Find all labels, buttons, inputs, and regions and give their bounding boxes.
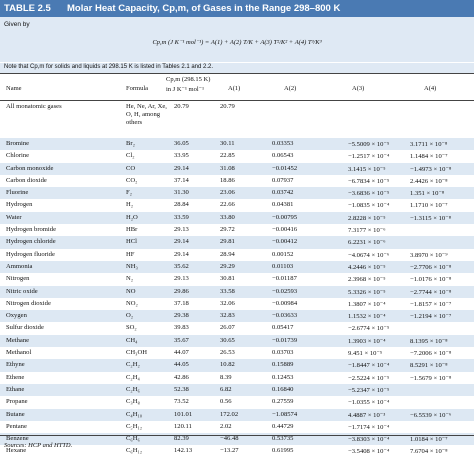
cell-a2: 0.07937 bbox=[272, 176, 294, 184]
cell-a3: −5.2347 × 10⁻⁵ bbox=[348, 386, 390, 394]
cell-formula: C₂H₄ bbox=[126, 373, 140, 381]
table-row bbox=[0, 138, 474, 150]
cell-name: Hydrogen chloride bbox=[6, 238, 56, 246]
cell-cp: 20.79 bbox=[174, 103, 189, 110]
cell-cp: 35.67 bbox=[174, 336, 189, 344]
cell-a1: −46.48 bbox=[220, 435, 239, 443]
table-row bbox=[0, 421, 474, 433]
cell-a1: 26.53 bbox=[220, 349, 235, 357]
cell-cp: 36.05 bbox=[174, 140, 189, 147]
note-text: Note that Cp,m for solids and liquids at 298.15 K is listed in Tables 2.1 and 2.2. bbox=[4, 64, 214, 70]
table-row bbox=[0, 384, 474, 396]
cell-name: Bromine bbox=[6, 140, 30, 147]
cell-a4: −6.5539 × 10⁻⁶ bbox=[410, 411, 452, 419]
cell-a2: 0.05417 bbox=[272, 324, 294, 332]
cell-a3: 5.3326 × 10⁻⁵ bbox=[348, 288, 386, 296]
cell-a4: −1.2194 × 10⁻⁷ bbox=[410, 313, 452, 321]
cell-a2: 0.27559 bbox=[272, 398, 294, 406]
cell-a1: −13.27 bbox=[220, 447, 239, 455]
cell-a3: 7.3177 × 10⁻⁶ bbox=[348, 227, 386, 235]
cell-a2: 0.06543 bbox=[272, 152, 294, 160]
cell-name: Ethyne bbox=[6, 361, 25, 369]
cell-a3: −2.5224 × 10⁻⁵ bbox=[348, 374, 390, 382]
cell-a2: 0.53735 bbox=[272, 435, 294, 443]
cell-a1: 32.83 bbox=[220, 312, 235, 320]
cell-a3: 3.1415 × 10⁻⁵ bbox=[348, 165, 386, 173]
cell-cp: 29.14 bbox=[174, 238, 189, 246]
cell-cp: 142.13 bbox=[174, 447, 193, 455]
cell-a1: 172.02 bbox=[220, 410, 239, 418]
cell-a2: 0.16840 bbox=[272, 385, 294, 393]
cell-a2: 0.03703 bbox=[272, 349, 294, 357]
cell-a3: −1.8447 × 10⁻⁴ bbox=[348, 362, 390, 370]
table-row bbox=[0, 335, 474, 347]
table-row bbox=[0, 187, 474, 199]
cell-name: Nitric oxide bbox=[6, 287, 38, 295]
cell-formula: NH₃ bbox=[126, 262, 138, 270]
cell-formula: O₂ bbox=[126, 312, 134, 320]
table-row bbox=[0, 175, 474, 187]
cell-formula: Br₂ bbox=[126, 140, 135, 147]
cell-a1: 22.66 bbox=[220, 201, 235, 209]
cell-a4: −2.7706 × 10⁻⁸ bbox=[410, 263, 452, 271]
cell-cp: 29.38 bbox=[174, 312, 189, 320]
header-cp-unit: in J K⁻¹ mol⁻¹ bbox=[166, 86, 205, 93]
header-a1: A(1) bbox=[228, 85, 241, 92]
cell-name: Hexane bbox=[6, 447, 27, 455]
table-row bbox=[0, 150, 474, 162]
cell-a2: −0.00412 bbox=[272, 238, 298, 246]
cell-a2: 0.03742 bbox=[272, 189, 294, 197]
cell-cp: 37.14 bbox=[174, 176, 189, 184]
column-header-row bbox=[0, 73, 474, 101]
cell-formula: C₃H₈ bbox=[126, 398, 140, 406]
cell-a4: −7.2006 × 10⁻⁸ bbox=[410, 350, 452, 358]
cell-a4: 7.6704 × 10⁻⁸ bbox=[410, 448, 448, 456]
cell-formula: C₅H₁₂ bbox=[126, 422, 143, 430]
cell-cp: 42.86 bbox=[174, 373, 189, 381]
cell-name: Carbon monoxide bbox=[6, 164, 54, 172]
cell-name: Oxygen bbox=[6, 312, 27, 320]
cell-formula: CH₄ bbox=[126, 336, 138, 344]
table-row bbox=[0, 224, 474, 236]
header-name: Name bbox=[6, 85, 22, 92]
cell-a3: 1.1532 × 10⁻⁴ bbox=[348, 313, 386, 321]
cell-formula: NO bbox=[126, 287, 136, 295]
cell-a2: 0.00152 bbox=[272, 250, 294, 258]
cell-a2: 0.12453 bbox=[272, 373, 294, 381]
cell-a3: 9.451 × 10⁻⁵ bbox=[348, 350, 383, 358]
table-row bbox=[0, 249, 474, 261]
cell-a3: −3.5408 × 10⁻⁴ bbox=[348, 448, 390, 456]
cell-cp: 120.11 bbox=[174, 422, 192, 430]
cell-name: Ammonia bbox=[6, 262, 33, 270]
cell-cp: 35.62 bbox=[174, 262, 189, 270]
header-a4: A(4) bbox=[424, 85, 437, 92]
cell-name: Methane bbox=[6, 336, 30, 344]
header-a3: A(3) bbox=[352, 85, 365, 92]
table-row bbox=[0, 261, 474, 273]
cell-a1: 10.82 bbox=[220, 361, 235, 369]
cell-a4: −1.8157 × 10⁻⁷ bbox=[410, 300, 452, 308]
cell-a2: −0.00795 bbox=[272, 213, 298, 221]
cell-cp: 29.13 bbox=[174, 226, 189, 234]
table-row bbox=[0, 372, 474, 384]
cell-formula: SO₂ bbox=[126, 324, 137, 332]
source-note: Sources: HCP and HTTD. bbox=[4, 442, 73, 449]
table-row bbox=[0, 101, 474, 138]
cell-formula: C₆H₁₂ bbox=[126, 447, 143, 455]
cell-a4: −1.3115 × 10⁻⁸ bbox=[410, 214, 451, 222]
given-label: Given by bbox=[4, 21, 30, 28]
cell-a3: 6.2231 × 10⁻⁶ bbox=[348, 239, 386, 247]
cell-a3: −4.0674 × 10⁻⁶ bbox=[348, 251, 390, 259]
cell-cp: 31.30 bbox=[174, 189, 189, 197]
cell-a3: −3.6836 × 10⁻⁵ bbox=[348, 190, 390, 198]
cell-a4: 1.1484 × 10⁻⁷ bbox=[410, 153, 448, 161]
cell-name: Nitrogen dioxide bbox=[6, 299, 51, 307]
cell-a3: −1.2517 × 10⁻⁴ bbox=[348, 153, 390, 161]
cell-formula: Cl₂ bbox=[126, 152, 135, 160]
cell-a4: 1.351 × 10⁻⁸ bbox=[410, 190, 445, 198]
cell-a3: 4.2446 × 10⁻⁵ bbox=[348, 263, 386, 271]
cell-a1: 31.08 bbox=[220, 164, 235, 172]
bottom-rule bbox=[0, 435, 474, 436]
cell-formula: H₂ bbox=[126, 201, 134, 209]
cell-formula: He, Ne, Ar, Xe, O, H, among others bbox=[126, 103, 167, 126]
cell-a2: −0.01187 bbox=[272, 275, 297, 283]
cell-a4: −2.7744 × 10⁻⁸ bbox=[410, 288, 452, 296]
cell-formula: N₂ bbox=[126, 275, 134, 283]
cell-a3: −1.0835 × 10⁻⁴ bbox=[348, 202, 390, 210]
cell-a4: 2.4426 × 10⁻⁸ bbox=[410, 177, 448, 185]
cell-a3: 4.4887 × 10⁻³ bbox=[348, 411, 386, 419]
cell-cp: 29.13 bbox=[174, 275, 189, 283]
cell-formula: F₂ bbox=[126, 189, 132, 197]
cell-name: Pentane bbox=[6, 422, 27, 430]
table-row bbox=[0, 396, 474, 408]
cell-formula: HF bbox=[126, 250, 135, 258]
cell-name: Propane bbox=[6, 398, 28, 406]
cell-formula: HCl bbox=[126, 238, 137, 246]
cell-a3: −5.5009 × 10⁻⁵ bbox=[348, 141, 390, 148]
cell-a4: 1.0184 × 10⁻⁷ bbox=[410, 436, 448, 444]
cell-cp: 44.07 bbox=[174, 349, 189, 357]
cell-a2: 0.44729 bbox=[272, 422, 294, 430]
table-row bbox=[0, 322, 474, 334]
table-title: Molar Heat Capacity, Cp,m, of Gases in the Range 298–800 K bbox=[67, 3, 341, 14]
cell-cp: 33.95 bbox=[174, 152, 189, 160]
cell-a1: 26.07 bbox=[220, 324, 235, 332]
cell-a1: 33.58 bbox=[220, 287, 235, 295]
cell-formula: H₂O bbox=[126, 213, 138, 221]
cell-a4: 3.8970 × 10⁻⁹ bbox=[410, 251, 448, 259]
cell-a2: 0.15889 bbox=[272, 361, 294, 369]
cell-cp: 37.18 bbox=[174, 299, 189, 307]
table-row bbox=[0, 163, 474, 175]
cell-name: Hydrogen bromide bbox=[6, 226, 56, 234]
table-row bbox=[0, 298, 474, 310]
cell-name: Sulfur dioxide bbox=[6, 324, 44, 332]
data-table bbox=[0, 101, 474, 458]
cell-a2: −1.08574 bbox=[272, 410, 298, 418]
cell-a1: 29.81 bbox=[220, 238, 235, 246]
cell-formula: CO bbox=[126, 164, 136, 172]
table-row bbox=[0, 199, 474, 211]
cell-name: Methanol bbox=[6, 349, 32, 357]
cell-cp: 29.86 bbox=[174, 287, 189, 295]
cell-formula: C₆H₆ bbox=[126, 435, 140, 443]
table-row bbox=[0, 236, 474, 248]
cell-a2: 0.01103 bbox=[272, 262, 294, 270]
cell-a2: −0.02593 bbox=[272, 287, 298, 295]
cell-cp: 52.38 bbox=[174, 385, 189, 393]
cell-name: Fluorine bbox=[6, 189, 29, 197]
table-row bbox=[0, 273, 474, 285]
cell-a1: 0.56 bbox=[220, 398, 232, 406]
header-a2: A(2) bbox=[284, 85, 297, 92]
cell-a3: 1.3903 × 10⁻⁴ bbox=[348, 337, 386, 345]
cell-name: Hydrogen fluoride bbox=[6, 250, 55, 258]
table-row bbox=[0, 347, 474, 359]
cell-a1: 18.86 bbox=[220, 176, 235, 184]
cell-a1: 30.81 bbox=[220, 275, 235, 283]
cell-a1: 23.06 bbox=[220, 189, 235, 197]
table-title-bar bbox=[0, 0, 474, 17]
table-row bbox=[0, 310, 474, 322]
cell-name: Water bbox=[6, 213, 22, 221]
note-box bbox=[0, 63, 474, 73]
cell-a1: 6.82 bbox=[220, 385, 232, 393]
cell-a2: −0.01739 bbox=[272, 336, 298, 344]
cell-a1: 28.94 bbox=[220, 250, 235, 258]
cell-a3: −3.8303 × 10⁻⁴ bbox=[348, 436, 390, 444]
cell-cp: 33.59 bbox=[174, 213, 189, 221]
cell-a4: 1.1710 × 10⁻⁷ bbox=[410, 202, 448, 210]
cell-cp: 101.01 bbox=[174, 410, 193, 418]
cell-cp: 28.84 bbox=[174, 201, 189, 209]
cell-a2: −0.00984 bbox=[272, 299, 298, 307]
cell-a3: 2.3968 × 10⁻⁵ bbox=[348, 276, 386, 284]
table-number: TABLE 2.5 bbox=[4, 3, 51, 14]
cell-cp: 29.14 bbox=[174, 164, 189, 172]
cell-formula: C₂H₂ bbox=[126, 361, 140, 369]
cell-a3: 1.3807 × 10⁻⁴ bbox=[348, 300, 386, 308]
cell-formula: CO₂ bbox=[126, 176, 138, 184]
cell-a1: 30.65 bbox=[220, 336, 235, 344]
cell-formula: NO₂ bbox=[126, 299, 138, 307]
cell-a4: 3.1711 × 10⁻⁸ bbox=[410, 141, 448, 148]
cell-a1: 2.02 bbox=[220, 422, 232, 430]
cell-a3: −6.7834 × 10⁻⁵ bbox=[348, 177, 390, 185]
table-row bbox=[0, 212, 474, 224]
cell-cp: 44.05 bbox=[174, 361, 189, 369]
cell-a4: −1.0176 × 10⁻⁸ bbox=[410, 276, 452, 284]
cell-a3: −1.0355 × 10⁻⁴ bbox=[348, 399, 390, 407]
given-box bbox=[0, 17, 474, 62]
cell-name: Ethane bbox=[6, 385, 25, 393]
cell-a3: 2.8228 × 10⁻⁵ bbox=[348, 214, 386, 222]
cell-formula: CH₃OH bbox=[126, 349, 147, 357]
cell-a2: 0.61995 bbox=[272, 447, 294, 455]
cell-a1: 32.06 bbox=[220, 299, 235, 307]
cell-formula: HBr bbox=[126, 226, 138, 234]
cell-a4: 8.1395 × 10⁻⁸ bbox=[410, 337, 448, 345]
cell-a4: −1.4973 × 10⁻⁸ bbox=[410, 165, 452, 173]
cell-a2: −0.03633 bbox=[272, 312, 298, 320]
cell-name: Carbon dioxide bbox=[6, 176, 47, 184]
cell-formula: C₄H₁₀ bbox=[126, 410, 143, 418]
cell-cp: 73.52 bbox=[174, 398, 189, 406]
cell-name: Chlorine bbox=[6, 152, 30, 160]
cell-name: Butane bbox=[6, 410, 25, 418]
cell-a1: 30.11 bbox=[220, 140, 235, 147]
cell-name: Nitrogen bbox=[6, 275, 30, 283]
cell-a3: −1.7174 × 10⁻⁴ bbox=[348, 423, 390, 431]
cell-a1: 22.85 bbox=[220, 152, 235, 160]
cell-a2: 0.04381 bbox=[272, 201, 294, 209]
cell-cp: 29.14 bbox=[174, 250, 189, 258]
table-row bbox=[0, 409, 474, 421]
cell-name: All monatomic gases bbox=[6, 103, 62, 110]
cell-a4: 8.5291 × 10⁻⁸ bbox=[410, 362, 448, 370]
header-formula: Formula bbox=[126, 85, 149, 92]
cell-name: Benzene bbox=[6, 435, 29, 443]
cell-a1: 33.80 bbox=[220, 213, 235, 221]
cell-formula: C₂H₆ bbox=[126, 385, 140, 393]
cell-a1: 8.39 bbox=[220, 373, 232, 381]
cell-a2: 0.03353 bbox=[272, 140, 294, 147]
cell-cp: 39.83 bbox=[174, 324, 189, 332]
cell-a1: 20.79 bbox=[220, 103, 235, 110]
cell-a2: −0.01452 bbox=[272, 164, 298, 172]
table-row bbox=[0, 359, 474, 371]
cell-cp: 82.39 bbox=[174, 435, 189, 443]
cell-name: Ethene bbox=[6, 373, 25, 381]
table-row bbox=[0, 286, 474, 298]
header-cp: Cp,m (298.15 K) bbox=[166, 76, 211, 83]
cell-a2: −0.00416 bbox=[272, 226, 298, 234]
cell-a1: 29.29 bbox=[220, 262, 235, 270]
cell-a1: 29.72 bbox=[220, 226, 235, 234]
cell-a4: −1.5679 × 10⁻⁸ bbox=[410, 374, 452, 382]
heat-capacity-equation: Cp,m (J K⁻¹ mol⁻¹) = A(1) + A(2) T/K + A(3) T²/K² + A(4) T³/K³ bbox=[152, 39, 322, 46]
cell-a3: −2.6774 × 10⁻⁵ bbox=[348, 325, 390, 333]
cell-name: Hydrogen bbox=[6, 201, 33, 209]
